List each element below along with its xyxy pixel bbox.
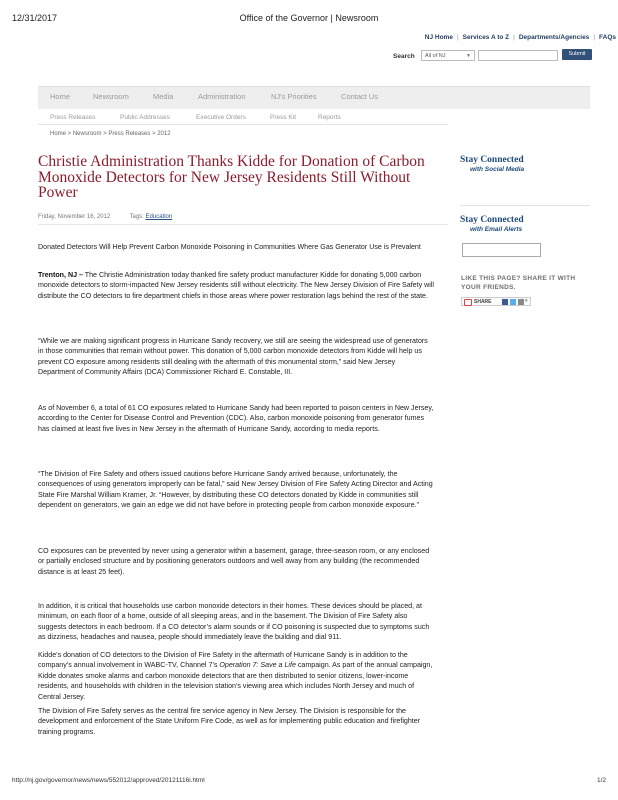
dateline: Trenton, NJ – <box>38 271 83 279</box>
share-icon <box>464 299 472 306</box>
chevron-down-icon: ▼ <box>466 53 471 59</box>
email-heading: Stay Connected <box>460 215 524 225</box>
nav-newsroom[interactable]: Newsroom <box>93 92 129 101</box>
print-page-title: Office of the Governor | Newsroom <box>239 13 379 23</box>
search-scope-value: All of NJ <box>425 53 446 59</box>
social-heading: Stay Connected <box>460 155 524 165</box>
nav-administration[interactable]: Administration <box>198 92 246 101</box>
tag-link[interactable]: Education <box>145 214 173 220</box>
print-page-number: 1/2 <box>596 777 606 784</box>
article-paragraph-1: Trenton, NJ – The Christie Administration today thanked fire safety product manufacturer Kidde for donating 5,000 carbon monoxide detectors to storm-impacted New Jersey residents still without electricity. The New Jersey Division of Fire Safety will distribute the CO detectors to fire department chiefs in those areas where power restoration lags behind the rest of the state. <box>38 271 434 300</box>
twitter-icon <box>510 299 516 305</box>
nav-priorities[interactable]: NJ's Priorities <box>271 92 317 101</box>
subnav-reports[interactable]: Reports <box>318 114 341 121</box>
top-link-nj-home[interactable]: NJ Home <box>424 34 453 41</box>
nav-contact[interactable]: Contact Us <box>341 92 379 101</box>
search-label: Search <box>393 53 415 60</box>
search-scope-select[interactable] <box>421 50 475 61</box>
social-subheading[interactable]: with Social Media <box>470 166 525 173</box>
meta-divider <box>38 224 448 225</box>
search-input[interactable] <box>478 50 558 61</box>
share-button[interactable] <box>461 297 531 306</box>
nav-home[interactable]: Home <box>50 92 71 101</box>
page-title: Christie Administration Thanks Kidde for Donation of Carbon Monoxide Detectors for New Jersey Residents Still Without Power <box>38 153 425 201</box>
article-paragraph-4: “The Division of Fire Safety and others issued cautions before Hurricane Sandy arrived because, unfortunately, the consequences of using generators improperly can be fatal,” said New Jersey Division of Fire Safety Acting Director and Acting State Fire Marshal William Kramer, Jr. “However, by distributing these CO detectors donated by Kidde in communities still dependent on generators, we gain an edge we did not have before in protecting people from carbon monoxide exposure.” <box>38 470 433 510</box>
article-paragraph-2: “While we are making significant progress in Hurricane Sandy recovery, we still are seeing the widespread use of generators in those communities that remain without power. This donation of 5,000 carbon monoxide detectors from Kidde will help us prevent CO exposure among residents still dealing with the aftermath of this monumental storm,” said New Jersey Department of Community Affairs (DCA) Commissioner Richard E. Constable, III. <box>38 337 428 377</box>
subnav-executive-orders[interactable]: Executive Orders <box>196 114 246 121</box>
article-subhead: Donated Detectors Will Help Prevent Carbon Monoxide Poisoning in Communities Where Gas Generator Use is Prevalent <box>38 243 421 251</box>
print-url: http://nj.gov/governor/news/news/552012/approved/20121116i.html <box>12 777 205 784</box>
article-paragraph-3: As of November 6, a total of 61 CO exposures related to Hurricane Sandy had been reported to poison centers in New Jersey, according to the Center for Disease Control and Prevention (CDC). Also, carbon monoxide poisoning from generator fumes has claimed at least five lives in New Jersey in the aftermath of Hurricane Sandy, according to media reports. <box>38 404 434 433</box>
article-paragraph-8: The Division of Fire Safety serves as the central fire service agency in New Jersey. The Division is responsible for the development and enforcement of the State Uniform Fire Code, as well as for implementing public education and firefighter training programs. <box>38 707 421 736</box>
nav-media[interactable]: Media <box>153 92 174 101</box>
email-icon <box>518 299 524 305</box>
breadcrumb[interactable]: Home > Newsroom > Press Releases > 2012 <box>50 131 171 137</box>
email-field[interactable] <box>462 243 541 257</box>
article-date: Friday, November 16, 2012 <box>38 214 111 220</box>
article-meta <box>38 214 172 220</box>
article-paragraph-7: Kidde’s donation of CO detectors to the Division of Fire Safety in the aftermath of Hurricane Sandy is in addition to the company’s annual involvement in WABC-TV, Channel 7’s Operation 7: Save a Life campaign. As part of the annual campaign, Kidde donates smoke alarms and carbon monoxide detectors that are then distributed to senior citizens, lower-income residents, and households with children in the television station’s viewing area which includes North Jersey and much of Central Jersey. <box>38 651 433 701</box>
print-date: 12/31/2017 <box>12 13 58 23</box>
subnav-public-addresses[interactable]: Public Addresses <box>120 114 170 121</box>
share-label: SHARE <box>474 299 492 305</box>
sidebar-divider <box>460 205 590 206</box>
subnav-press-kit[interactable]: Press Kit <box>270 114 297 121</box>
subnav-divider <box>38 124 448 125</box>
share-prompt: LIKE THIS PAGE? SHARE IT WITH YOUR FRIENDS. <box>461 275 576 291</box>
article-paragraph-6: In addition, it is critical that households use carbon monoxide detectors in their homes. These devices should be placed, at minimum, on each floor of a home, outside of all sleeping areas, and in the basement. The Division of Fire Safety also suggests detectors in each bedroom. If a CO detector’s alarm sounds or if CO poisoning is suspected due to symptoms such as dizziness, headaches and nausea, people should immediately leave the building and dial 911. <box>38 602 430 642</box>
email-subheading[interactable]: with Email Alerts <box>470 226 523 233</box>
article-paragraph-5: CO exposures can be prevented by never using a generator within a basement, garage, three-season room, or any enclosed or partially enclosed structure and by positioning generators outdoors and well away from any building (the recommended distance is at least 25 feet). <box>38 547 430 576</box>
top-links: NJ Home | Services A to Z | Departments/Agencies | FAQs <box>424 34 616 41</box>
subnav-press-releases[interactable]: Press Releases <box>50 114 96 121</box>
facebook-icon <box>502 299 508 305</box>
tags-label: Tags: <box>129 214 144 220</box>
chevron-down-icon: ▾ <box>525 298 528 304</box>
top-link-faqs[interactable]: FAQs <box>599 34 616 41</box>
search-submit-button[interactable]: Submit <box>562 49 592 60</box>
top-link-departments[interactable]: Departments/Agencies <box>518 34 590 41</box>
top-link-services[interactable]: Services A to Z <box>462 34 510 41</box>
